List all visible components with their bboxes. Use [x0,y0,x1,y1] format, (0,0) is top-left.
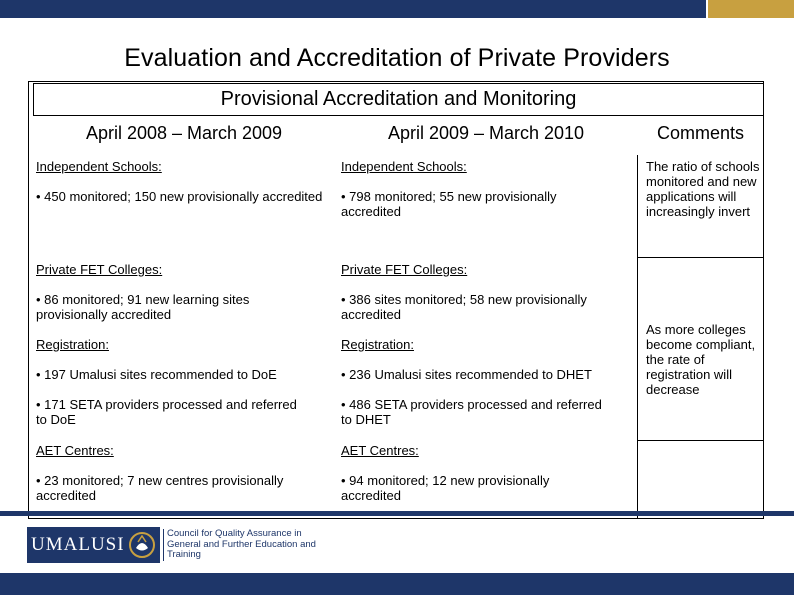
umalusi-logo [27,527,160,563]
footer-band [0,573,794,595]
fet-registration-2-2008: • 171 SETA providers processed and referred to DoE [36,397,297,427]
fet-comment: As more colleges become compliant, the rate of registration will decrease [646,322,756,397]
schools-text-2008: • 450 monitored; 150 new provisionally accredited [36,189,323,204]
council-tagline [167,529,337,561]
slide-title: Evaluation and Accreditation of Private Providers [124,44,670,72]
fet-registration-1-2008: • 197 Umalusi sites recommended to DoE [36,367,277,382]
comment-divider [637,257,764,258]
top-banner-navy [0,0,706,18]
schools-label-2009: Independent Schools: [341,159,467,174]
fet-text-2009: • 386 sites monitored; 58 new provisionally accredited [341,292,587,322]
comment-divider [637,440,764,441]
top-banner [0,0,794,18]
council-line-2: General and Further Education and Training [167,538,316,560]
schools-text-2009: • 798 monitored; 55 new provisionally accredited [341,189,557,219]
column-header-2008: April 2008 – March 2009 [85,123,283,143]
bottom-rule [0,511,794,516]
column-header-2009: April 2009 – March 2010 [387,123,585,143]
top-banner-gold [708,0,794,18]
fet-text-2008: • 86 monitored; 91 new learning sites provisionally accredited [36,292,250,322]
fet-label-2009: Private FET Colleges: [341,262,468,277]
logo-wordmark: UMALUSI [31,534,125,555]
aet-text-2008: • 23 monitored; 7 new centres provisionally accredited [36,473,284,503]
fet-registration-2-2009: • 486 SETA providers processed and referred to DHET [341,397,602,427]
aet-label-2009: AET Centres: [341,443,419,458]
fet-registration-label-2008: Registration: [36,337,109,352]
council-line-1: Council for Quality Assurance in [167,528,302,539]
aet-label-2008: AET Centres: [36,443,114,458]
schools-label-2008: Independent Schools: [36,159,162,174]
column-divider [637,155,638,519]
emblem-icon [127,530,157,560]
fet-registration-label-2009: Registration: [341,337,414,352]
table-subtitle: Provisional Accreditation and Monitoring [33,83,764,116]
aet-text-2009: • 94 monitored; 12 new provisionally accredited [341,473,550,503]
schools-comment: The ratio of schools monitored and new applications will increasingly invert [646,159,760,219]
fet-registration-1-2009: • 236 Umalusi sites recommended to DHET [341,367,592,382]
column-header-comments: Comments [656,123,745,143]
fet-label-2008: Private FET Colleges: [36,262,163,277]
